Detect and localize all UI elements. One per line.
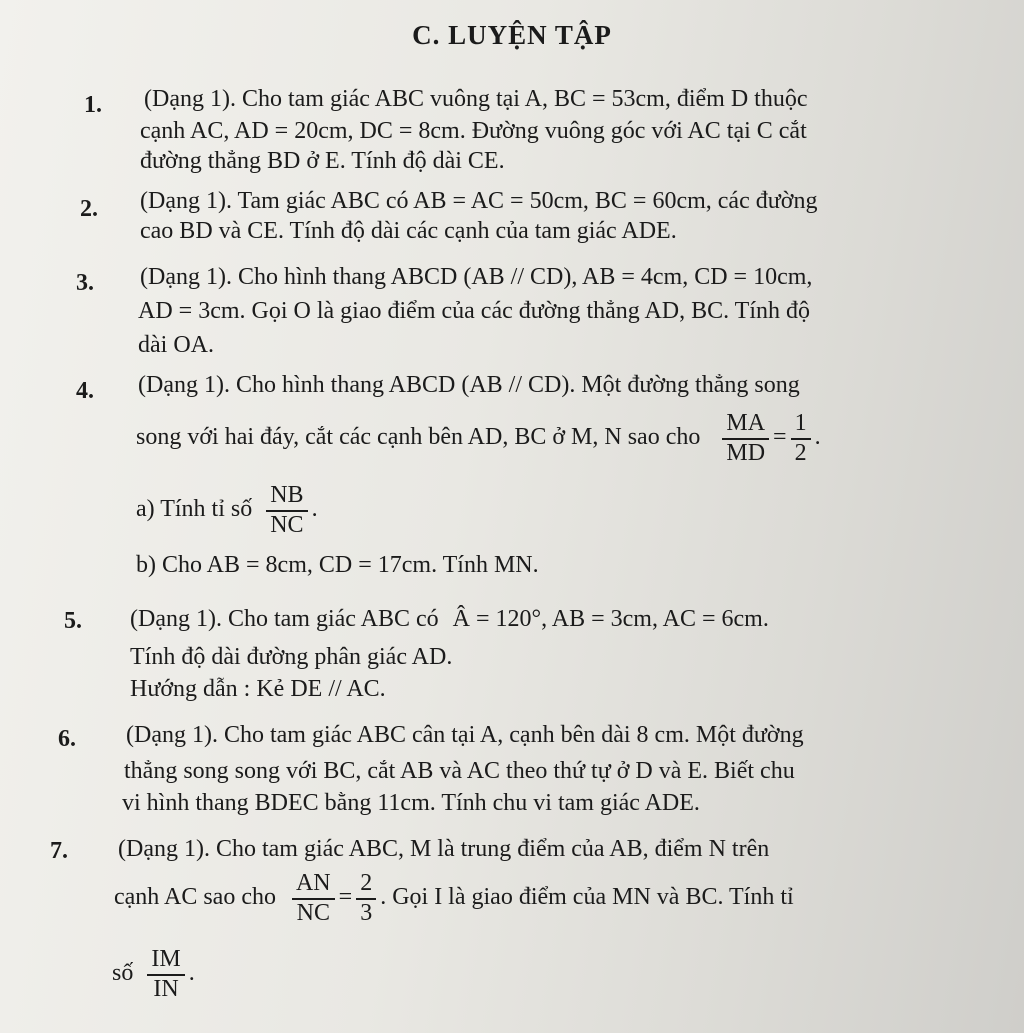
fraction-nb-nc (266, 482, 307, 539)
angle-expression: Â = 120°, AB = 3cm, AC = 6cm. (452, 606, 769, 632)
fraction-numerator: NB (266, 482, 307, 512)
exercise-part-b: b) Cho AB = 8cm, CD = 17cm. Tính MN. (136, 552, 539, 578)
exercise-hint: Hướng dẫn : Kẻ DE // AC. (130, 676, 386, 702)
fraction-denominator: 2 (794, 439, 807, 466)
exercise-number: 1. (84, 92, 102, 118)
fraction-denominator: IN (153, 975, 179, 1002)
equals-sign: = (338, 884, 353, 911)
exercise-text: cạnh AC sao cho (114, 884, 276, 911)
fraction-one-half (791, 410, 811, 467)
exercise-number: 2. (80, 196, 98, 222)
exercise-number: 6. (58, 726, 76, 752)
fraction-denominator: 3 (360, 899, 373, 926)
exercise-line: cạnh AC, AD = 20cm, DC = 8cm. Đường vuông góc với AC tại C cắt (140, 118, 807, 144)
part-a-text: a) Tính tỉ số (136, 496, 253, 523)
exercise-line: vi hình thang BDEC bằng 11cm. Tính chu vi tam giác ADE. (122, 790, 700, 816)
exercise-line: (Dạng 1). Cho hình thang ABCD (AB // CD). Một đường thẳng song (138, 372, 800, 398)
exercise-line: dài OA. (138, 332, 214, 358)
fraction-an-nc (292, 870, 335, 927)
exercise-line-with-fraction (136, 410, 821, 467)
exercise-line: thẳng song song với BC, cắt AB và AC theo thứ tự ở D và E. Biết chu (124, 758, 795, 784)
period: . (311, 496, 318, 523)
fraction-im-in (147, 946, 184, 1003)
exercise-line: cao BD và CE. Tính độ dài các cạnh của tam giác ADE. (140, 218, 677, 244)
exercise-line: (Dạng 1). Cho tam giác ABC vuông tại A, BC = 53cm, điểm D thuộc (144, 86, 808, 112)
exercise-text: . Gọi I là giao điểm của MN và BC. Tính tỉ (380, 884, 794, 911)
exercise-number: 3. (76, 270, 94, 296)
exercise-line: đường thẳng BD ở E. Tính độ dài CE. (140, 148, 505, 174)
exercise-text: song với hai đáy, cắt các cạnh bên AD, BC ở M, N sao cho (136, 424, 701, 451)
section-title: C. LUYỆN TẬP (412, 20, 612, 50)
fraction-numerator: IM (147, 946, 184, 976)
fraction-numerator: MA (722, 410, 769, 440)
exercise-line: AD = 3cm. Gọi O là giao điểm của các đường thẳng AD, BC. Tính độ (138, 298, 811, 324)
exercise-text: (Dạng 1). Cho tam giác ABC có (130, 606, 439, 632)
fraction-denominator: NC (270, 511, 304, 538)
exercise-line-with-fraction (112, 946, 195, 1003)
fraction-denominator: NC (296, 899, 330, 926)
exercise-line-with-fraction (114, 870, 794, 927)
exercise-line: (Dạng 1). Cho tam giác ABC, M là trung điểm của AB, điểm N trên (118, 836, 770, 862)
exercise-part-a (136, 482, 318, 539)
exercise-number: 4. (76, 378, 94, 404)
exercise-line: (Dạng 1). Cho tam giác ABC cân tại A, cạnh bên dài 8 cm. Một đường (126, 722, 804, 748)
fraction-numerator: 2 (356, 870, 376, 900)
equals-sign: = (773, 424, 787, 451)
period: . (188, 960, 195, 987)
exercise-number: 7. (50, 838, 68, 864)
fraction-numerator: 1 (791, 410, 811, 440)
exercise-text: số (112, 960, 134, 987)
exercise-line (130, 604, 769, 634)
exercise-line: Tính độ dài đường phân giác AD. (130, 644, 453, 670)
fraction-two-thirds (356, 870, 376, 927)
fraction-numerator: AN (292, 870, 335, 900)
exercise-number: 5. (64, 608, 82, 634)
exercise-line: (Dạng 1). Tam giác ABC có AB = AC = 50cm, BC = 60cm, các đường (140, 188, 818, 214)
fraction-denominator: MD (726, 439, 766, 466)
period: . (814, 424, 821, 451)
exercise-line: (Dạng 1). Cho hình thang ABCD (AB // CD), AB = 4cm, CD = 10cm, (140, 264, 813, 290)
fraction-ma-md (722, 410, 769, 467)
